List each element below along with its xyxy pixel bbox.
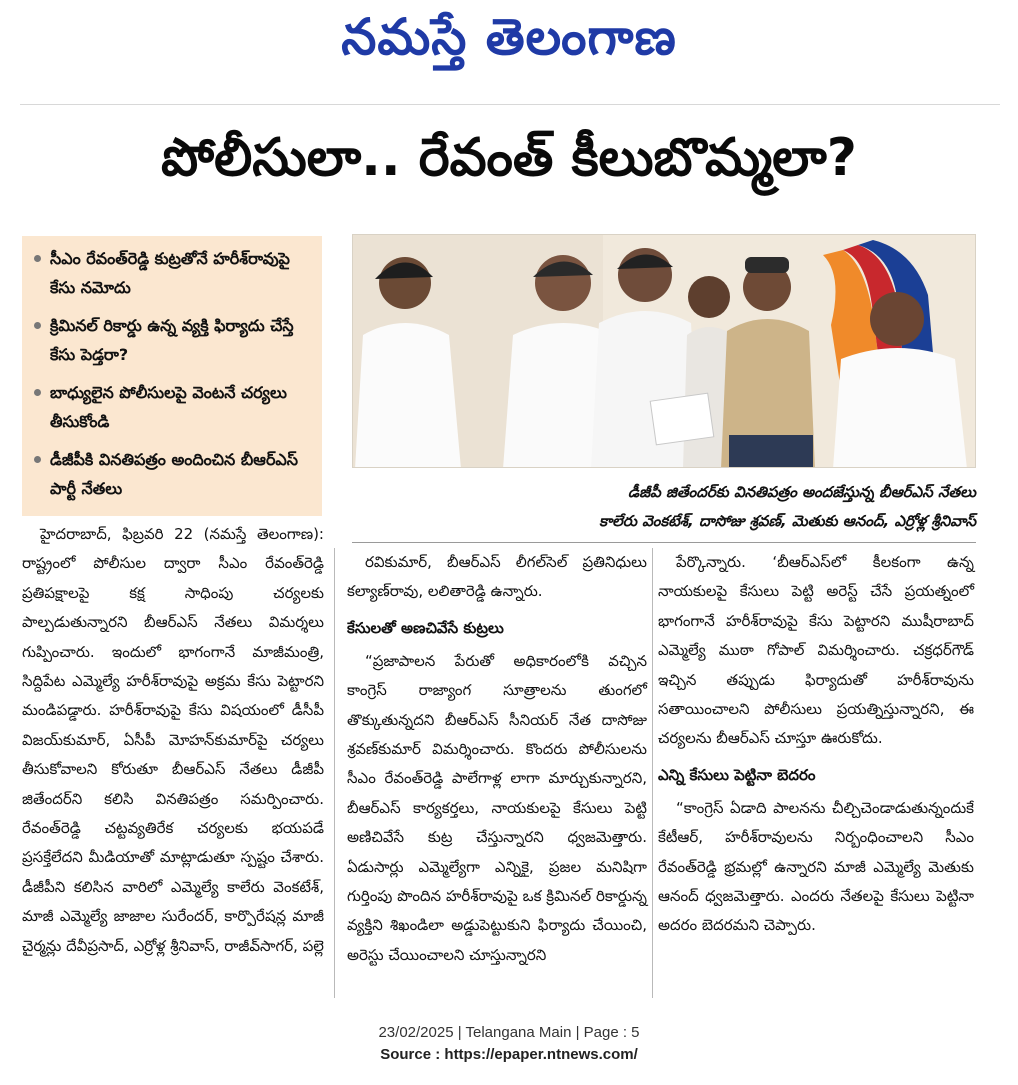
article-paragraph: రవికుమార్, బీఆర్‌ఎస్ లీగల్‌సెల్ ప్రతినిధులు కల్యాణ్‌రావు, లలితారెడ్డి ఉన్నారు. — [347, 553, 647, 601]
caption-line: కాలేరు వెంకటేశ్, దాసోజు శ్రవణ్, మెతుకు ఆనంద్, ఎర్రోళ్ల శ్రీనివాస్ — [599, 512, 976, 530]
article-paragraph: “ప్రజాపాలన పేరుతో అధికారంలోకి వచ్చిన కాంగ్రెస్ రాజ్యాంగ సూత్రాలను తుంగలో తొక్కుతున్నదని బీఆర్‌ఎస్ సీనియర్ నేత దాసోజు శ్రవణ్‌కుమార్ విమర్శించారు. కొందరు పోలీసులను సీఎం రేవంత్‌రెడ్డి పాలేగాళ్ల లాగా మార్చుకున్నారని, బీఆర్‌ఎస్ కార్యకర్తలు, నాయకులపై కేసులు పెట్టి అణిచివేసే కుట్ర చేస్తున్నారని ధ్వజమెత్తారు. ఏడుసార్లు ఎమ్మెల్యేగా ఎన్నికై, ప్రజల మనిషిగా గుర్తింపు పొందిన హరీశ్‌రావుపై ఒక క్రిమినల్ రికార్డున్న వ్యక్తిని శిఖండిలా అడ్డుపెట్టుకుని ఫిర్యాదు చేయించి, అరెస్టు చేయించాలని చూస్తున్నారని — [347, 651, 647, 964]
caption-divider — [352, 542, 976, 543]
article-subhead: కేసులతో అణచివేసే కుట్రలు — [347, 618, 504, 637]
article-column-3 — [658, 548, 974, 941]
highlight-item — [34, 311, 312, 369]
column-divider — [334, 548, 335, 998]
news-photo — [352, 234, 976, 468]
article-paragraph: పేర్కొన్నారు. ‘బీఆర్‌ఎస్‌లో కీలకంగా ఉన్న నాయకులపై కేసులు పెట్టి అరెస్ట్ చేసే ప్రయత్నంలో భాగంగానే హరీశ్‌రావుపై కేసు పెట్టారని ముషీరాబాద్ ఎమ్మెల్యే ముఠా గోపాల్ విమర్శించారు. చక్రధర్‌గౌడ్ ఇచ్చిన తప్పుడు ఫిర్యాదుతో హరీశ్‌రావును సతాయించాలని పోలీసులు ప్రయత్నిస్తున్నారని, ఈ చర్యలను బీఆర్‌ఎస్ చూస్తూ ఊరుకోదు. — [658, 553, 974, 748]
highlight-item — [34, 378, 312, 436]
highlight-text: డీజీపీకి వినతిపత్రం అందించిన బీఆర్‌ఎస్ పార్టీ నేతలు — [50, 450, 299, 498]
masthead-divider — [20, 104, 1000, 105]
headline: పోలీసులా.. రేవంత్ కీలుబొమ్మలా? — [161, 128, 857, 188]
bullet-icon — [34, 456, 41, 463]
article-paragraph: “కాంగ్రెస్ ఏడాది పాలనను చీల్చిచెండాడుతున్నందుకే కేటీఆర్, హరీశ్‌రావులను నిర్బంధించాలని సీఎం రేవంత్‌రెడ్డి భ్రమల్లో ఉన్నారని మాజీ ఎమ్మెల్యే మెతుకు ఆనంద్ ధ్వజమెత్తారు. ఎందరు నేతలపై కేసులు పెట్టినా అదరం బెదరమని చెప్పారు. — [658, 798, 974, 935]
highlight-text: బాధ్యులైన పోలీసులపై వెంటనే చర్యలు తీసుకోండి — [50, 383, 287, 431]
footer-source-link[interactable]: Source : https://epaper.ntnews.com/ — [380, 1046, 638, 1063]
highlight-item — [34, 445, 312, 503]
photo-caption — [352, 478, 976, 536]
masthead-logo: నమస్తే తెలంగాణ — [341, 8, 677, 66]
photo-illustration — [353, 235, 976, 468]
article-column-2 — [347, 548, 647, 970]
article-subhead: ఎన్ని కేసులు పెట్టినా బెదరం — [658, 765, 816, 784]
highlight-text: సీఎం రేవంత్‌రెడ్డి కుట్రతోనే హరీశ్‌రావుపై కేసు నమోదు — [50, 249, 290, 297]
column-divider — [652, 548, 653, 998]
article-paragraph: హైదరాబాద్, ఫిబ్రవరి 22 (నమస్తే తెలంగాణ): రాష్ట్రంలో పోలీసుల ద్వారా సీఎం రేవంత్‌రెడ్డి ప్రతిపక్షాలపై కక్ష సాధింపు చర్యలకు పాల్పడుతున్నారని బీఆర్‌ఎస్ నేతలు విమర్శలు గుప్పించారు. ఇందులో భాగంగానే మాజీమంత్రి, సిద్దిపేట ఎమ్మెల్యే హరీశ్‌రావుపై అక్రమ కేసు పెట్టారని మండిపడ్డారు. హరీశ్‌రావుపై కేసు విషయంలో డీసీపీ విజయ్‌కుమార్, ఏసీపీ మోహన్‌కుమార్‌పై చర్యలు తీసుకోవాలని కోరుతూ బీఆర్‌ఎస్ నేతలు డీజీపీ జితేందర్‌ని కలిసి వినతిపత్రం సమర్పించారు. రేవంత్‌రెడ్డి చట్టవ్యతిరేక చర్యలకు భయపడే ప్రసక్తేలేదని మీడియాతో మాట్లాడుతూ స్పష్టం చేశారు. డీజీపీని కలిసిన వారిలో ఎమ్మెల్యే కాలేరు వెంకటేశ్, మాజీ ఎమ్మెల్యే జాజాల సురేందర్, కార్పొరేషన్ల మాజీ చైర్మన్లు దేవీప్రసాద్, ఎర్రోళ్ల శ్రీనివాస్, రాజీవ్‌సాగర్, పల్లె — [22, 525, 324, 955]
highlight-item — [34, 244, 312, 302]
masthead — [0, 0, 1018, 90]
bullet-icon — [34, 389, 41, 396]
bullet-icon — [34, 255, 41, 262]
highlight-text: క్రిమినల్ రికార్డు ఉన్న వ్యక్తి ఫిర్యాదు చేస్తే కేసు పెడ్తరా? — [50, 316, 294, 364]
highlights-box — [22, 236, 322, 516]
article-column-1 — [22, 520, 324, 961]
footer-date-page: 23/02/2025 | Telangana Main | Page : 5 — [378, 1024, 640, 1041]
caption-line: డీజీపీ జితేందర్‌కు వినతిపత్రం అందజేస్తున్న బీఆర్‌ఎస్ నేతలు — [628, 483, 976, 501]
bullet-icon — [34, 322, 41, 329]
